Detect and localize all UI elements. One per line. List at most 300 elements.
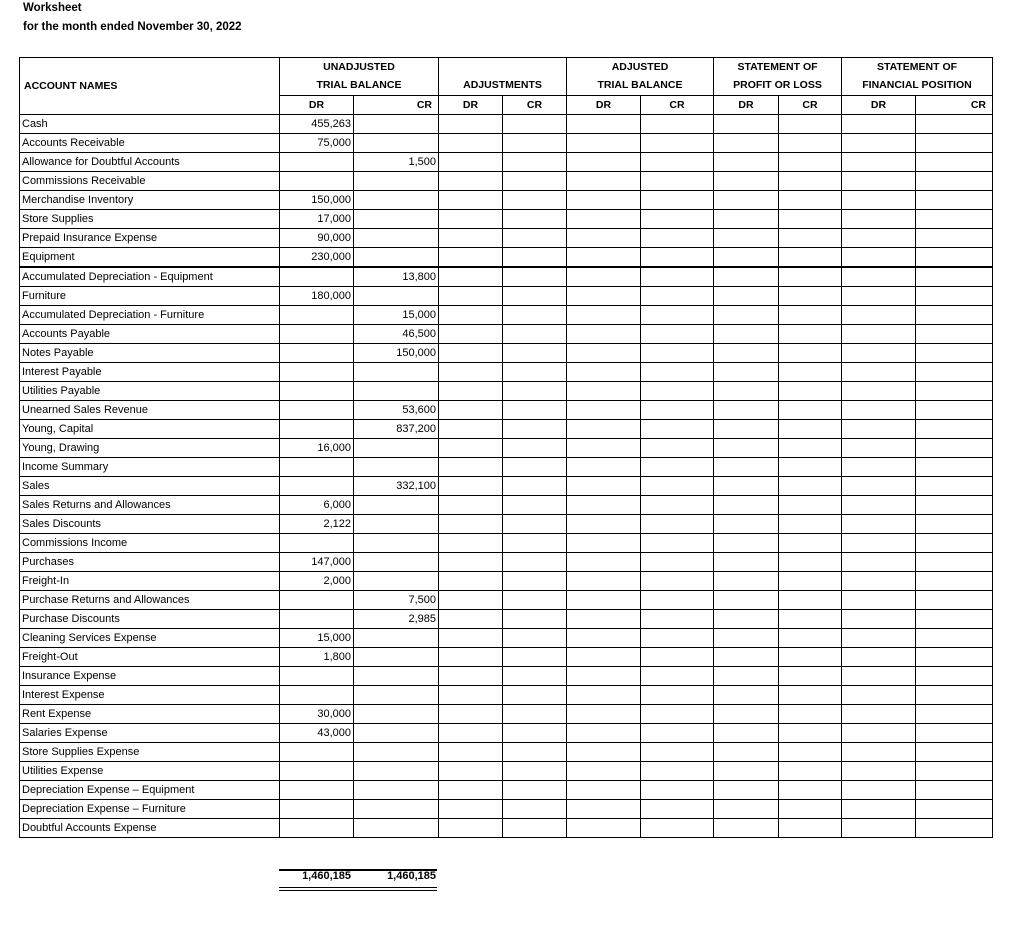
empty-cell [779, 114, 842, 133]
unadj-dr-cell [280, 305, 354, 324]
empty-cell [439, 286, 503, 305]
empty-cell [779, 514, 842, 533]
unadj-dr-cell [280, 533, 354, 552]
unadj-cr-cell: 150,000 [354, 343, 439, 362]
empty-cell [916, 400, 993, 419]
empty-cell [503, 666, 567, 685]
account-name: Sales Returns and Allowances [20, 495, 280, 514]
empty-cell [439, 400, 503, 419]
unadj-cr-cell [354, 286, 439, 305]
unadj-dr-cell [280, 609, 354, 628]
empty-cell [503, 780, 567, 799]
account-name: Purchase Returns and Allowances [20, 590, 280, 609]
empty-cell [439, 114, 503, 133]
empty-cell [916, 190, 993, 209]
unadj-cr-cell [354, 685, 439, 704]
empty-cell [842, 818, 916, 837]
empty-cell [842, 780, 916, 799]
unadj-dr-cell [280, 419, 354, 438]
table-row [20, 457, 993, 476]
table-row [20, 324, 993, 343]
table-row [20, 495, 993, 514]
unadj-dr-cell [280, 818, 354, 837]
empty-cell [503, 723, 567, 742]
dr-header: DR [280, 95, 354, 114]
empty-cell [641, 647, 714, 666]
unadj-dr-cell [280, 457, 354, 476]
empty-cell [916, 171, 993, 190]
account-name: Commissions Income [20, 533, 280, 552]
account-name: Interest Expense [20, 685, 280, 704]
empty-cell [641, 381, 714, 400]
unadj-dr-cell: 30,000 [280, 704, 354, 723]
empty-cell [439, 438, 503, 457]
worksheet-table [19, 57, 993, 838]
empty-cell [714, 761, 779, 780]
empty-cell [567, 362, 641, 381]
table-row [20, 799, 993, 818]
empty-cell [779, 267, 842, 287]
table-row [20, 628, 993, 647]
empty-cell [779, 247, 842, 267]
empty-cell [779, 457, 842, 476]
empty-cell [779, 799, 842, 818]
section-header-line2: PROFIT OR LOSS [714, 76, 842, 95]
empty-cell [567, 533, 641, 552]
empty-cell [842, 685, 916, 704]
cr-header: CR [641, 95, 714, 114]
empty-cell [641, 571, 714, 590]
empty-cell [567, 571, 641, 590]
empty-cell [439, 552, 503, 571]
empty-cell [641, 628, 714, 647]
empty-cell [714, 400, 779, 419]
empty-cell [916, 457, 993, 476]
empty-cell [641, 247, 714, 267]
account-name: Sales Discounts [20, 514, 280, 533]
empty-cell [503, 609, 567, 628]
empty-cell [641, 552, 714, 571]
empty-cell [641, 666, 714, 685]
empty-cell [641, 590, 714, 609]
empty-cell [779, 133, 842, 152]
empty-cell [842, 324, 916, 343]
unadj-dr-cell [280, 666, 354, 685]
header-row-2 [20, 76, 993, 95]
unadj-dr-cell [280, 742, 354, 761]
worksheet-title: Worksheet [23, 2, 82, 14]
empty-cell [779, 362, 842, 381]
empty-cell [439, 590, 503, 609]
empty-cell [779, 590, 842, 609]
empty-cell [641, 438, 714, 457]
unadj-dr-cell [280, 343, 354, 362]
empty-cell [714, 419, 779, 438]
empty-cell [842, 552, 916, 571]
empty-cell [567, 685, 641, 704]
empty-cell [842, 209, 916, 228]
unadj-dr-cell: 15,000 [280, 628, 354, 647]
empty-cell [842, 723, 916, 742]
account-name: Young, Drawing [20, 438, 280, 457]
empty-cell [842, 267, 916, 287]
empty-cell [714, 324, 779, 343]
empty-cell [439, 685, 503, 704]
table-row [20, 267, 993, 287]
unadj-cr-cell [354, 628, 439, 647]
empty-cell [439, 666, 503, 685]
empty-cell [567, 647, 641, 666]
section-header-line1 [439, 58, 567, 77]
unadj-cr-cell [354, 571, 439, 590]
unadj-cr-cell [354, 742, 439, 761]
empty-cell [641, 685, 714, 704]
empty-cell [503, 647, 567, 666]
empty-cell [916, 343, 993, 362]
account-name: Accumulated Depreciation - Equipment [20, 267, 280, 287]
empty-cell [714, 590, 779, 609]
empty-cell [779, 571, 842, 590]
account-name: Store Supplies [20, 209, 280, 228]
unadj-dr-cell [280, 362, 354, 381]
empty-cell [714, 171, 779, 190]
empty-cell [439, 514, 503, 533]
unadj-cr-cell: 2,985 [354, 609, 439, 628]
empty-cell [503, 209, 567, 228]
unadj-cr-cell [354, 514, 439, 533]
empty-cell [641, 457, 714, 476]
empty-cell [714, 228, 779, 247]
empty-cell [779, 305, 842, 324]
empty-cell [916, 419, 993, 438]
empty-cell [567, 190, 641, 209]
empty-cell [439, 228, 503, 247]
empty-cell [916, 247, 993, 267]
empty-cell [714, 666, 779, 685]
empty-cell [916, 152, 993, 171]
account-name: Cleaning Services Expense [20, 628, 280, 647]
empty-cell [916, 438, 993, 457]
table-row [20, 742, 993, 761]
empty-cell [641, 476, 714, 495]
account-name: Store Supplies Expense [20, 742, 280, 761]
empty-cell [916, 761, 993, 780]
empty-cell [916, 723, 993, 742]
empty-cell [503, 305, 567, 324]
table-row [20, 190, 993, 209]
account-name: Sales [20, 476, 280, 495]
empty-cell [439, 495, 503, 514]
empty-cell [916, 571, 993, 590]
unadj-cr-cell [354, 533, 439, 552]
unadj-cr-cell [354, 114, 439, 133]
section-header-line1: STATEMENT OF [714, 58, 842, 77]
account-name: Merchandise Inventory [20, 190, 280, 209]
empty-cell [503, 381, 567, 400]
empty-cell [779, 209, 842, 228]
table-row [20, 209, 993, 228]
empty-cell [916, 533, 993, 552]
empty-cell [916, 133, 993, 152]
empty-cell [567, 133, 641, 152]
account-name: Accounts Receivable [20, 133, 280, 152]
account-name: Allowance for Doubtful Accounts [20, 152, 280, 171]
empty-cell [439, 723, 503, 742]
empty-cell [503, 533, 567, 552]
empty-cell [714, 267, 779, 287]
empty-cell [714, 780, 779, 799]
account-name: Income Summary [20, 457, 280, 476]
table-row [20, 476, 993, 495]
section-header-line2: TRIAL BALANCE [567, 76, 714, 95]
worksheet-subtitle: for the month ended November 30, 2022 [23, 21, 242, 33]
empty-cell [714, 457, 779, 476]
empty-cell [714, 209, 779, 228]
empty-cell [439, 209, 503, 228]
table-row [20, 114, 993, 133]
unadj-dr-cell: 43,000 [280, 723, 354, 742]
empty-cell [439, 190, 503, 209]
empty-cell [842, 571, 916, 590]
empty-cell [439, 419, 503, 438]
empty-cell [714, 305, 779, 324]
empty-cell [779, 324, 842, 343]
empty-cell [714, 247, 779, 267]
unadj-cr-cell [354, 438, 439, 457]
table-row [20, 685, 993, 704]
empty-cell [842, 476, 916, 495]
empty-cell [714, 723, 779, 742]
empty-cell [567, 780, 641, 799]
empty-cell [714, 495, 779, 514]
empty-cell [503, 476, 567, 495]
empty-cell [503, 324, 567, 343]
empty-cell [641, 742, 714, 761]
empty-cell [842, 343, 916, 362]
empty-cell [439, 381, 503, 400]
empty-cell [503, 742, 567, 761]
empty-cell [842, 133, 916, 152]
empty-cell [714, 476, 779, 495]
empty-cell [567, 590, 641, 609]
empty-cell [439, 571, 503, 590]
unadj-cr-cell [354, 457, 439, 476]
table-row [20, 362, 993, 381]
empty-cell [641, 190, 714, 209]
empty-cell [842, 190, 916, 209]
empty-cell [916, 742, 993, 761]
empty-cell [503, 799, 567, 818]
empty-cell [842, 628, 916, 647]
empty-cell [439, 647, 503, 666]
empty-cell [567, 438, 641, 457]
empty-cell [503, 400, 567, 419]
empty-cell [714, 114, 779, 133]
unadj-dr-cell [280, 381, 354, 400]
table-row [20, 647, 993, 666]
unadj-dr-cell: 1,800 [280, 647, 354, 666]
account-name: Depreciation Expense – Equipment [20, 780, 280, 799]
unadj-cr-cell [354, 780, 439, 799]
empty-cell [842, 647, 916, 666]
unadj-dr-cell [280, 152, 354, 171]
empty-cell [641, 343, 714, 362]
empty-cell [779, 228, 842, 247]
empty-cell [916, 628, 993, 647]
empty-cell [842, 704, 916, 723]
empty-cell [916, 305, 993, 324]
empty-cell [916, 818, 993, 837]
empty-cell [916, 362, 993, 381]
empty-cell [779, 552, 842, 571]
empty-cell [567, 818, 641, 837]
table-row [20, 704, 993, 723]
empty-cell [641, 780, 714, 799]
unadj-cr-cell [354, 190, 439, 209]
empty-cell [842, 228, 916, 247]
table-row [20, 666, 993, 685]
empty-cell [641, 152, 714, 171]
empty-cell [641, 324, 714, 343]
unadj-cr-cell [354, 133, 439, 152]
table-row [20, 761, 993, 780]
empty-cell [641, 495, 714, 514]
empty-cell [916, 685, 993, 704]
empty-cell [503, 628, 567, 647]
account-names-header-bottom [20, 95, 280, 114]
empty-cell [439, 152, 503, 171]
empty-cell [567, 666, 641, 685]
empty-cell [779, 818, 842, 837]
dr-header: DR [567, 95, 641, 114]
empty-cell [714, 152, 779, 171]
unadj-dr-cell: 90,000 [280, 228, 354, 247]
empty-cell [503, 818, 567, 837]
empty-cell [439, 704, 503, 723]
unadj-dr-cell: 180,000 [280, 286, 354, 305]
table-row [20, 818, 993, 837]
empty-cell [779, 647, 842, 666]
empty-cell [567, 343, 641, 362]
cr-header: CR [354, 95, 439, 114]
table-row [20, 133, 993, 152]
empty-cell [779, 685, 842, 704]
unadj-dr-cell [280, 799, 354, 818]
section-header-line2: FINANCIAL POSITION [842, 76, 993, 95]
unadj-dr-cell [280, 324, 354, 343]
empty-cell [842, 362, 916, 381]
empty-cell [842, 495, 916, 514]
empty-cell [842, 419, 916, 438]
account-name: Rent Expense [20, 704, 280, 723]
empty-cell [641, 209, 714, 228]
empty-cell [641, 723, 714, 742]
account-name: Utilities Payable [20, 381, 280, 400]
unadj-dr-cell [280, 400, 354, 419]
empty-cell [714, 343, 779, 362]
empty-cell [779, 190, 842, 209]
empty-cell [503, 343, 567, 362]
empty-cell [641, 609, 714, 628]
table-row [20, 552, 993, 571]
account-name: Purchases [20, 552, 280, 571]
unadj-dr-cell: 75,000 [280, 133, 354, 152]
empty-cell [842, 152, 916, 171]
empty-cell [714, 133, 779, 152]
empty-cell [641, 171, 714, 190]
empty-cell [567, 171, 641, 190]
empty-cell [714, 438, 779, 457]
table-row [20, 723, 993, 742]
empty-cell [439, 628, 503, 647]
section-header-line2: ADJUSTMENTS [439, 76, 567, 95]
empty-cell [439, 457, 503, 476]
empty-cell [779, 400, 842, 419]
empty-cell [714, 704, 779, 723]
empty-cell [641, 114, 714, 133]
section-header-line1: STATEMENT OF [842, 58, 993, 77]
empty-cell [567, 286, 641, 305]
empty-cell [916, 267, 993, 287]
empty-cell [779, 533, 842, 552]
header-row-1 [20, 58, 993, 77]
empty-cell [567, 152, 641, 171]
empty-cell [567, 457, 641, 476]
table-row [20, 305, 993, 324]
empty-cell [779, 723, 842, 742]
empty-cell [503, 590, 567, 609]
empty-cell [439, 324, 503, 343]
empty-cell [567, 381, 641, 400]
unadj-cr-cell [354, 209, 439, 228]
empty-cell [503, 438, 567, 457]
empty-cell [916, 799, 993, 818]
section-header-line1: UNADJUSTED [280, 58, 439, 77]
empty-cell [439, 267, 503, 287]
table-row [20, 419, 993, 438]
total-double-underline-2 [279, 890, 437, 891]
empty-cell [439, 799, 503, 818]
empty-cell [714, 362, 779, 381]
section-header-line1: ADJUSTED [567, 58, 714, 77]
unadj-dr-cell [280, 590, 354, 609]
empty-cell [439, 742, 503, 761]
empty-cell [641, 133, 714, 152]
empty-cell [641, 305, 714, 324]
empty-cell [439, 171, 503, 190]
unadj-dr-cell [280, 171, 354, 190]
empty-cell [714, 647, 779, 666]
empty-cell [842, 761, 916, 780]
empty-cell [503, 495, 567, 514]
account-name: Purchase Discounts [20, 609, 280, 628]
total-double-underline-1 [279, 887, 437, 888]
account-name: Furniture [20, 286, 280, 305]
empty-cell [567, 742, 641, 761]
empty-cell [641, 286, 714, 305]
account-name: Interest Payable [20, 362, 280, 381]
empty-cell [567, 247, 641, 267]
empty-cell [439, 247, 503, 267]
empty-cell [714, 628, 779, 647]
empty-cell [842, 666, 916, 685]
unadj-dr-cell: 150,000 [280, 190, 354, 209]
unadj-cr-cell: 1,500 [354, 152, 439, 171]
table-row [20, 152, 993, 171]
empty-cell [567, 609, 641, 628]
empty-cell [779, 666, 842, 685]
unadj-cr-cell [354, 704, 439, 723]
